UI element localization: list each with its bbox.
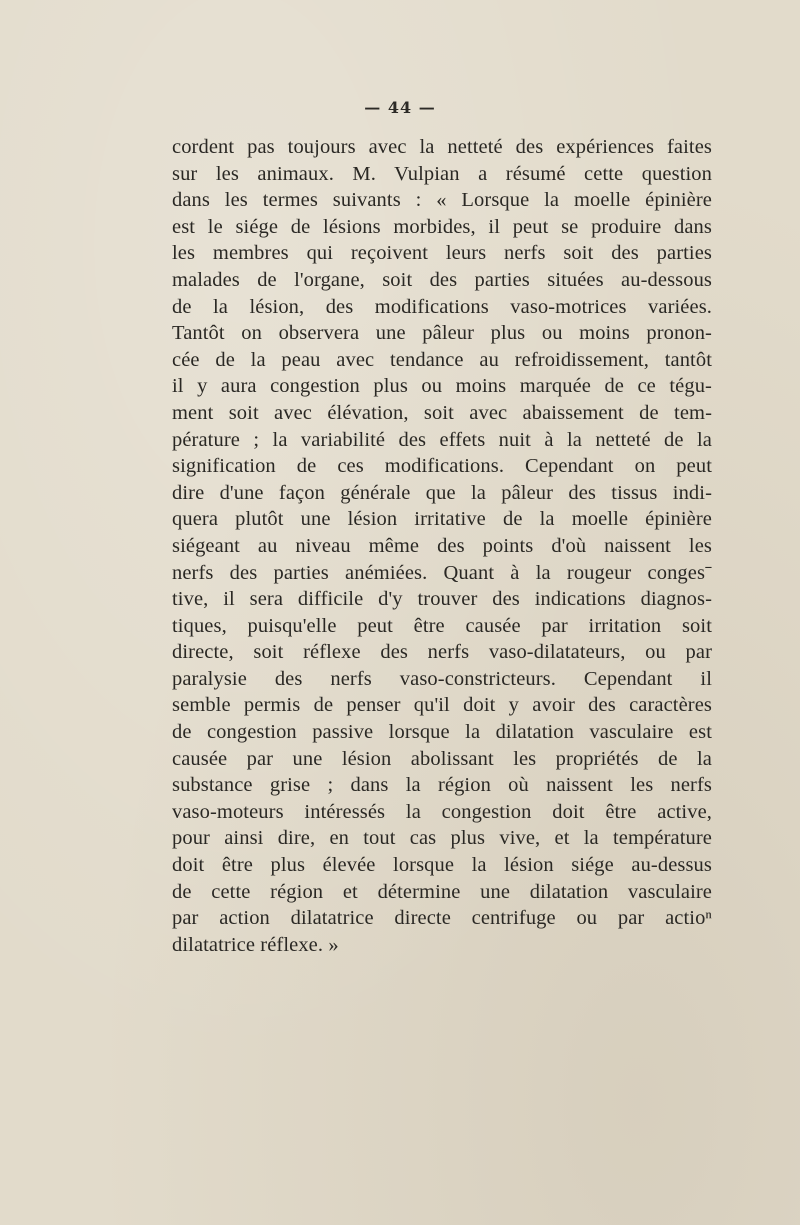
text-line: semble permis de penser qu'il doit y avoir des caractères (172, 694, 712, 717)
text-line: de la lésion, des modifications vaso-motrices variées. (172, 295, 712, 318)
text-line: dans les termes suivants : « Lorsque la moelle épinière (172, 189, 712, 212)
text-line: vaso-moteurs intéressés la congestion doit être active, (172, 800, 712, 823)
text-line: est le siége de lésions morbides, il peut se produire dans (172, 215, 712, 238)
text-line: dilatatrice réflexe. » (172, 933, 339, 956)
text-line: par action dilatatrice directe centrifuge ou par actioⁿ (172, 907, 712, 930)
text-line: de congestion passive lorsque la dilatation vasculaire est (172, 721, 712, 744)
body-text (172, 134, 712, 958)
page-number: — 44 — (364, 98, 436, 117)
text-line: pérature ; la variabilité des effets nuit à la netteté de la (172, 428, 712, 451)
text-line: quera plutôt une lésion irritative de la moelle épinière (172, 508, 712, 531)
text-line: les membres qui reçoivent leurs nerfs soit des parties (172, 242, 712, 265)
text-line: directe, soit réflexe des nerfs vaso-dilatateurs, ou par (172, 641, 712, 664)
text-line: paralysie des nerfs vaso-constricteurs. Cependant il (172, 667, 712, 690)
text-line: doit être plus élevée lorsque la lésion siége au-dessus (172, 854, 712, 877)
text-line: signification de ces modifications. Cependant on peut (172, 455, 712, 478)
text-line: de cette région et détermine une dilatation vasculaire (172, 880, 712, 903)
text-line: causée par une lésion abolissant les propriétés de la (172, 747, 712, 770)
text-line: cée de la peau avec tendance au refroidissement, tantôt (172, 348, 712, 371)
text-line: malades de l'organe, soit des parties situées au-dessous (172, 268, 712, 291)
text-line: pour ainsi dire, en tout cas plus vive, et la température (172, 827, 712, 850)
text-line: ment soit avec élévation, soit avec abaissement de tem- (172, 401, 712, 424)
text-line: substance grise ; dans la région où naissent les nerfs (172, 774, 712, 797)
text-line: tive, il sera difficile d'y trouver des indications diagnos- (172, 588, 712, 611)
text-line: nerfs des parties anémiées. Quant à la rougeur congesˉ (172, 561, 712, 584)
text-line: siégeant au niveau même des points d'où naissent les (172, 534, 712, 557)
text-line: Tantôt on observera une pâleur plus ou moins pronon- (172, 322, 712, 345)
text-line: sur les animaux. M. Vulpian a résumé cette question (172, 162, 712, 185)
text-line: dire d'une façon générale que la pâleur des tissus indi- (172, 481, 712, 504)
text-line: cordent pas toujours avec la netteté des expériences faites (172, 136, 712, 158)
text-line: il y aura congestion plus ou moins marquée de ce tégu- (172, 375, 712, 398)
text-line: tiques, puisqu'elle peut être causée par irritation soit (172, 614, 712, 637)
